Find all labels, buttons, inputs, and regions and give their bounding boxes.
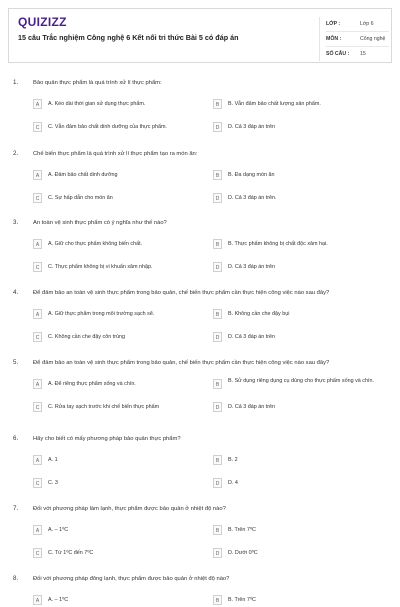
option-text: B. Trên 7⁰C [228,597,256,603]
option-letter-box: C [33,193,42,203]
option-text: C. Vẫn đảm bảo chất dinh dưỡng của thực phẩm. [48,124,167,130]
question-number: 6. [13,435,19,442]
option-letter-box: C [33,122,42,132]
option-text: B. Trên 7⁰C [228,527,256,533]
question-text: Đối với phương pháp làm lạnh, thực phẩm được bảo quản ở nhiệt độ nào? [33,506,226,512]
question-number: 8. [13,575,19,582]
meta-key: SỐ CÂU : [326,51,350,57]
option-text: C. Rửa tay sạch trước khi chế biến thực phẩm [48,404,160,410]
answer-option-b[interactable] [213,99,363,111]
option-letter-box: B [213,455,222,465]
option-letter-box: B [213,595,222,605]
meta-value: 15 [360,51,366,57]
option-text: B. Thực phẩm không bị chất độc xâm hại. [228,241,328,247]
option-text: A. Kéo dài thời gian sử dụng thực phẩm. [48,101,146,107]
question-number: 4. [13,289,19,296]
answer-option-a[interactable] [33,379,183,391]
answer-option-b[interactable] [213,239,363,251]
option-letter-box: D [213,332,222,342]
answer-option-a[interactable] [33,525,183,537]
question-text: Bảo quản thực phẩm là quá trình xử lí thực phẩm: [33,80,162,86]
option-text: A. Giữ cho thực phẩm không biến chất. [48,241,143,247]
option-text: A. Để riêng thực phẩm sống và chín. [48,381,136,387]
option-letter-box: B [213,379,222,389]
option-text: D. Cả 3 đáp án trên [228,124,276,130]
answer-option-d[interactable] [213,402,363,414]
option-letter-box: D [213,262,222,272]
answer-option-a[interactable] [33,170,183,182]
answer-option-a[interactable] [33,309,183,321]
meta-value: Công nghệ [360,36,386,42]
option-letter-box: D [213,548,222,558]
question-text: Đối với phương pháp đông lạnh, thực phẩm được bảo quản ở nhiệt độ nào? [33,576,230,582]
option-text: D. Cả 3 đáp án trên [228,404,276,410]
option-letter-box: C [33,262,42,272]
answer-option-a[interactable] [33,595,183,607]
answer-option-b[interactable] [213,455,363,467]
answer-option-c[interactable] [33,478,183,490]
answer-option-b[interactable] [213,525,363,537]
option-text: D. Cả 3 đáp án trên [228,264,276,270]
answer-option-d[interactable] [213,478,363,490]
answer-option-a[interactable] [33,455,183,467]
meta-key: MÔN : [326,36,342,42]
meta-row-question-count [326,47,389,61]
question-number: 1. [13,79,19,86]
option-text: B. Sử dụng riêng dụng cụ dùng cho thực phẩm sống và chín. [228,378,374,384]
answer-option-c[interactable] [33,548,183,560]
document-title: 15 câu Trắc nghiệm Công nghệ 6 Kết nối tri thức Bài 5 có đáp án [18,33,239,42]
meta-value: Lớp 6 [360,21,374,27]
meta-key: LỚP : [326,21,341,27]
option-letter-box: C [33,402,42,412]
option-text: A. – 1⁰C [48,597,69,603]
option-text: C. 3 [48,480,58,486]
quizizz-logo[interactable]: QUIZIZZ [18,15,67,29]
option-text: D. 4 [228,480,238,486]
answer-option-b[interactable] [213,170,363,182]
answer-option-d[interactable] [213,548,363,560]
option-letter-box: B [213,99,222,109]
question-number: 3. [13,219,19,226]
option-text: C. Sự hấp dẫn cho món ăn [48,195,113,201]
question-text: Chế biến thực phẩm là quá trình xử lí thực phẩm tạo ra món ăn: [33,151,198,157]
answer-option-a[interactable] [33,239,183,251]
meta-row-subject [326,32,389,47]
question-text: Hãy cho biết có mấy phương pháp bảo quản thực phẩm? [33,436,181,442]
option-letter-box: A [33,595,42,605]
option-letter-box: A [33,379,42,389]
option-text: D. Cả 3 đáp án trên [228,334,276,340]
option-text: B. Không cần che đậy bụi [228,311,290,317]
option-letter-box: A [33,239,42,249]
option-text: C. Thực phẩm không bị vi khuẩn xâm nhập. [48,264,153,270]
option-letter-box: A [33,170,42,180]
option-letter-box: A [33,455,42,465]
option-letter-box: C [33,548,42,558]
option-text: B. Đa dạng món ăn [228,172,275,178]
answer-option-b[interactable] [213,378,374,391]
option-letter-box: A [33,99,42,109]
question-text: Để đảm bảo an toàn vệ sinh thực phẩm trong bảo quản, chế biến thực phẩm cần thực hiện công việc nào sau đây? [33,360,330,366]
answer-option-d[interactable] [213,262,363,274]
answer-option-c[interactable] [33,332,183,344]
option-text: A. Giữ thực phẩm trong môi trường sạch sẽ. [48,311,155,317]
question-text: An toàn vệ sinh thực phẩm có ý nghĩa như thế nào? [33,220,167,226]
question-number: 2. [13,150,19,157]
answer-option-b[interactable] [213,595,363,607]
question-number: 5. [13,359,19,366]
meta-row-grade [326,17,389,32]
option-text: D. Cả 3 đáp án trên. [228,195,277,201]
answer-option-c[interactable] [33,402,183,414]
option-letter-box: A [33,309,42,319]
answer-option-c[interactable] [33,262,183,274]
question-number: 7. [13,505,19,512]
answer-option-a[interactable] [33,99,183,111]
option-text: D. Dưới 0⁰C [228,550,258,556]
meta-table [319,17,389,61]
option-text: B. 2 [228,457,238,463]
option-text: C. Từ 1⁰C đến 7⁰C [48,550,94,556]
answer-option-b[interactable] [213,309,363,321]
option-letter-box: D [213,478,222,488]
option-text: C. Không cần che đậy côn trùng [48,334,126,340]
answer-option-c[interactable] [33,122,183,134]
answer-option-d[interactable] [213,332,363,344]
option-text: A. 1 [48,457,58,463]
question-text: Để đảm bảo an toàn vệ sinh thực phẩm trong bảo quản, chế biến thực phẩm cần thực hiện công việc nào sau đây? [33,290,330,296]
answer-option-c[interactable] [33,193,183,205]
option-letter-box: A [33,525,42,535]
option-letter-box: B [213,309,222,319]
option-letter-box: B [213,239,222,249]
option-letter-box: B [213,170,222,180]
answer-option-d[interactable] [213,193,363,205]
option-letter-box: C [33,478,42,488]
option-text: A. – 1⁰C [48,527,69,533]
option-letter-box: B [213,525,222,535]
option-text: A. Đảm bảo chất dinh dưỡng [48,172,118,178]
option-letter-box: D [213,402,222,412]
option-letter-box: C [33,332,42,342]
option-letter-box: D [213,193,222,203]
option-letter-box: D [213,122,222,132]
worksheet-header [8,8,392,63]
option-text: B. Vẫn đảm bảo chất lượng sản phẩm. [228,101,321,107]
answer-option-d[interactable] [213,122,363,134]
